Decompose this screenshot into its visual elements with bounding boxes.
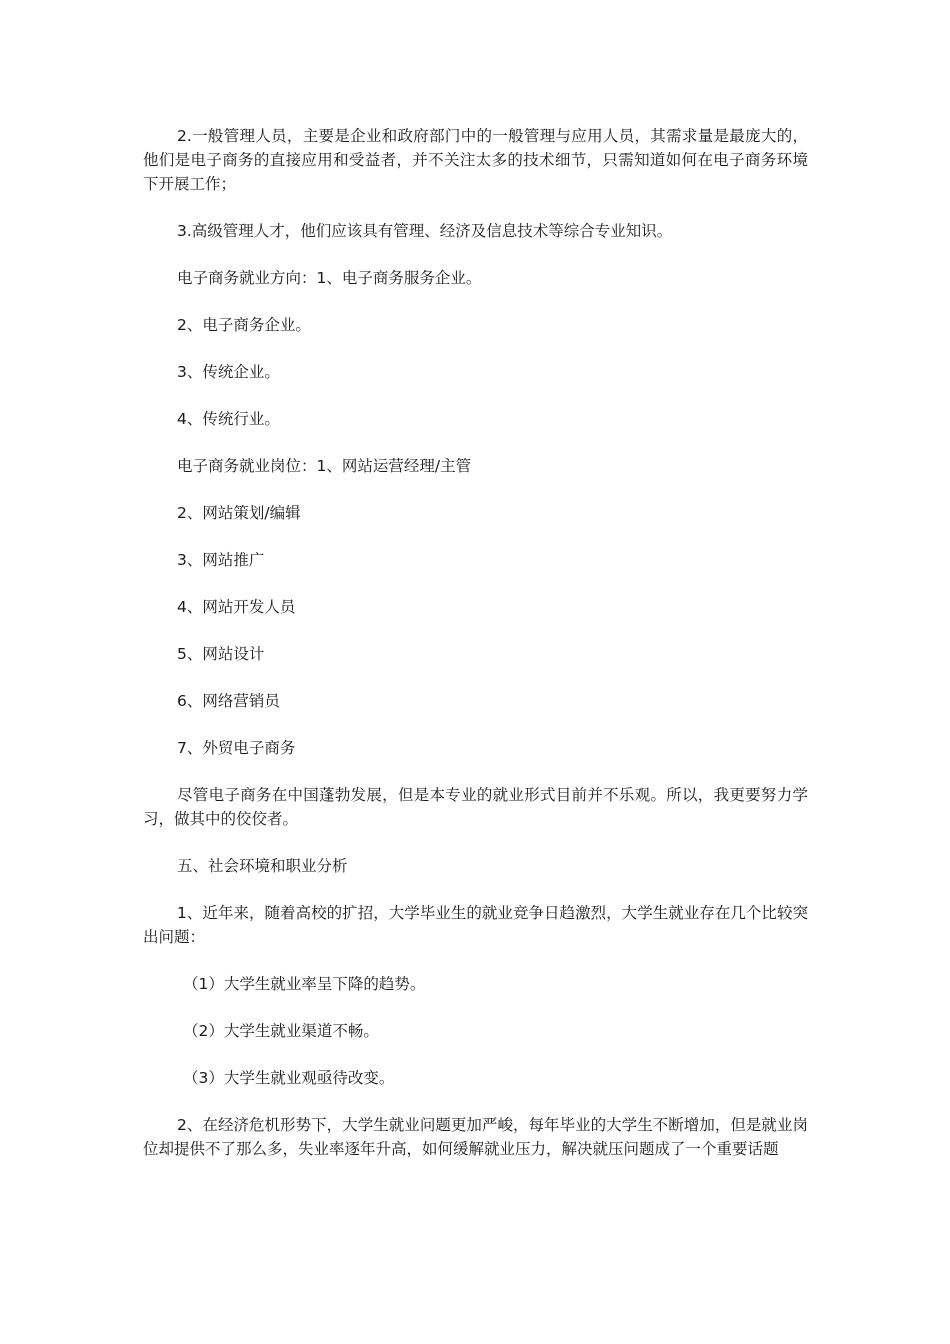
list-item-problem-1: （1）大学生就业率呈下降的趋势。 [183,975,426,993]
paragraph-position-3: 3、网站推广 [177,551,265,569]
document-body [143,124,808,1184]
paragraph-senior-managers: 3.高级管理人才，他们应该具有管理、经济及信息技术等综合专业知识。 [177,222,673,240]
paragraph-direction-4: 4、传统行业。 [177,410,280,428]
paragraph-position-4: 4、网站开发人员 [177,598,296,616]
paragraph-employment-positions: 电子商务就业岗位：1、网站运营经理/主管 [177,457,472,475]
paragraph-general-managers: 2.一般管理人员，主要是企业和政府部门中的一般管理与应用人员，其需求量是最庞大的，他们是电子商务的直接应用和受益者，并不关注太多的技术细节，只需知道如何在电子商务环境下开展工作； [143,127,808,193]
paragraph-position-5: 5、网站设计 [177,645,265,663]
paragraph-position-2: 2、网站策划/编辑 [177,504,301,522]
paragraph-outlook: 尽管电子商务在中国蓬勃发展，但是本专业的就业形式目前并不乐观。所以，我更要努力学习，做其中的佼佼者。 [143,786,808,828]
paragraph-enrollment-expansion: 1、近年来，随着高校的扩招，大学毕业生的就业竞争日趋激烈，大学生就业存在几个比较突出问题： [143,904,808,946]
paragraph-position-7: 7、外贸电子商务 [177,739,296,757]
paragraph-direction-2: 2、电子商务企业。 [177,316,311,334]
paragraph-employment-direction: 电子商务就业方向：1、电子商务服务企业。 [177,269,482,287]
section-heading-social-environment: 五、社会环境和职业分析 [177,857,348,875]
list-item-problem-3: （3）大学生就业观亟待改变。 [183,1069,395,1087]
paragraph-direction-3: 3、传统企业。 [177,363,280,381]
paragraph-position-6: 6、网络营销员 [177,692,280,710]
paragraph-economic-crisis: 2、在经济危机形势下，大学生就业问题更加严峻，每年毕业的大学生不断增加，但是就业岗位却提供不了那么多，失业率逐年升高，如何缓解就业压力，解决就压问题成了一个重要话题 [143,1116,808,1158]
list-item-problem-2: （2）大学生就业渠道不畅。 [183,1022,379,1040]
